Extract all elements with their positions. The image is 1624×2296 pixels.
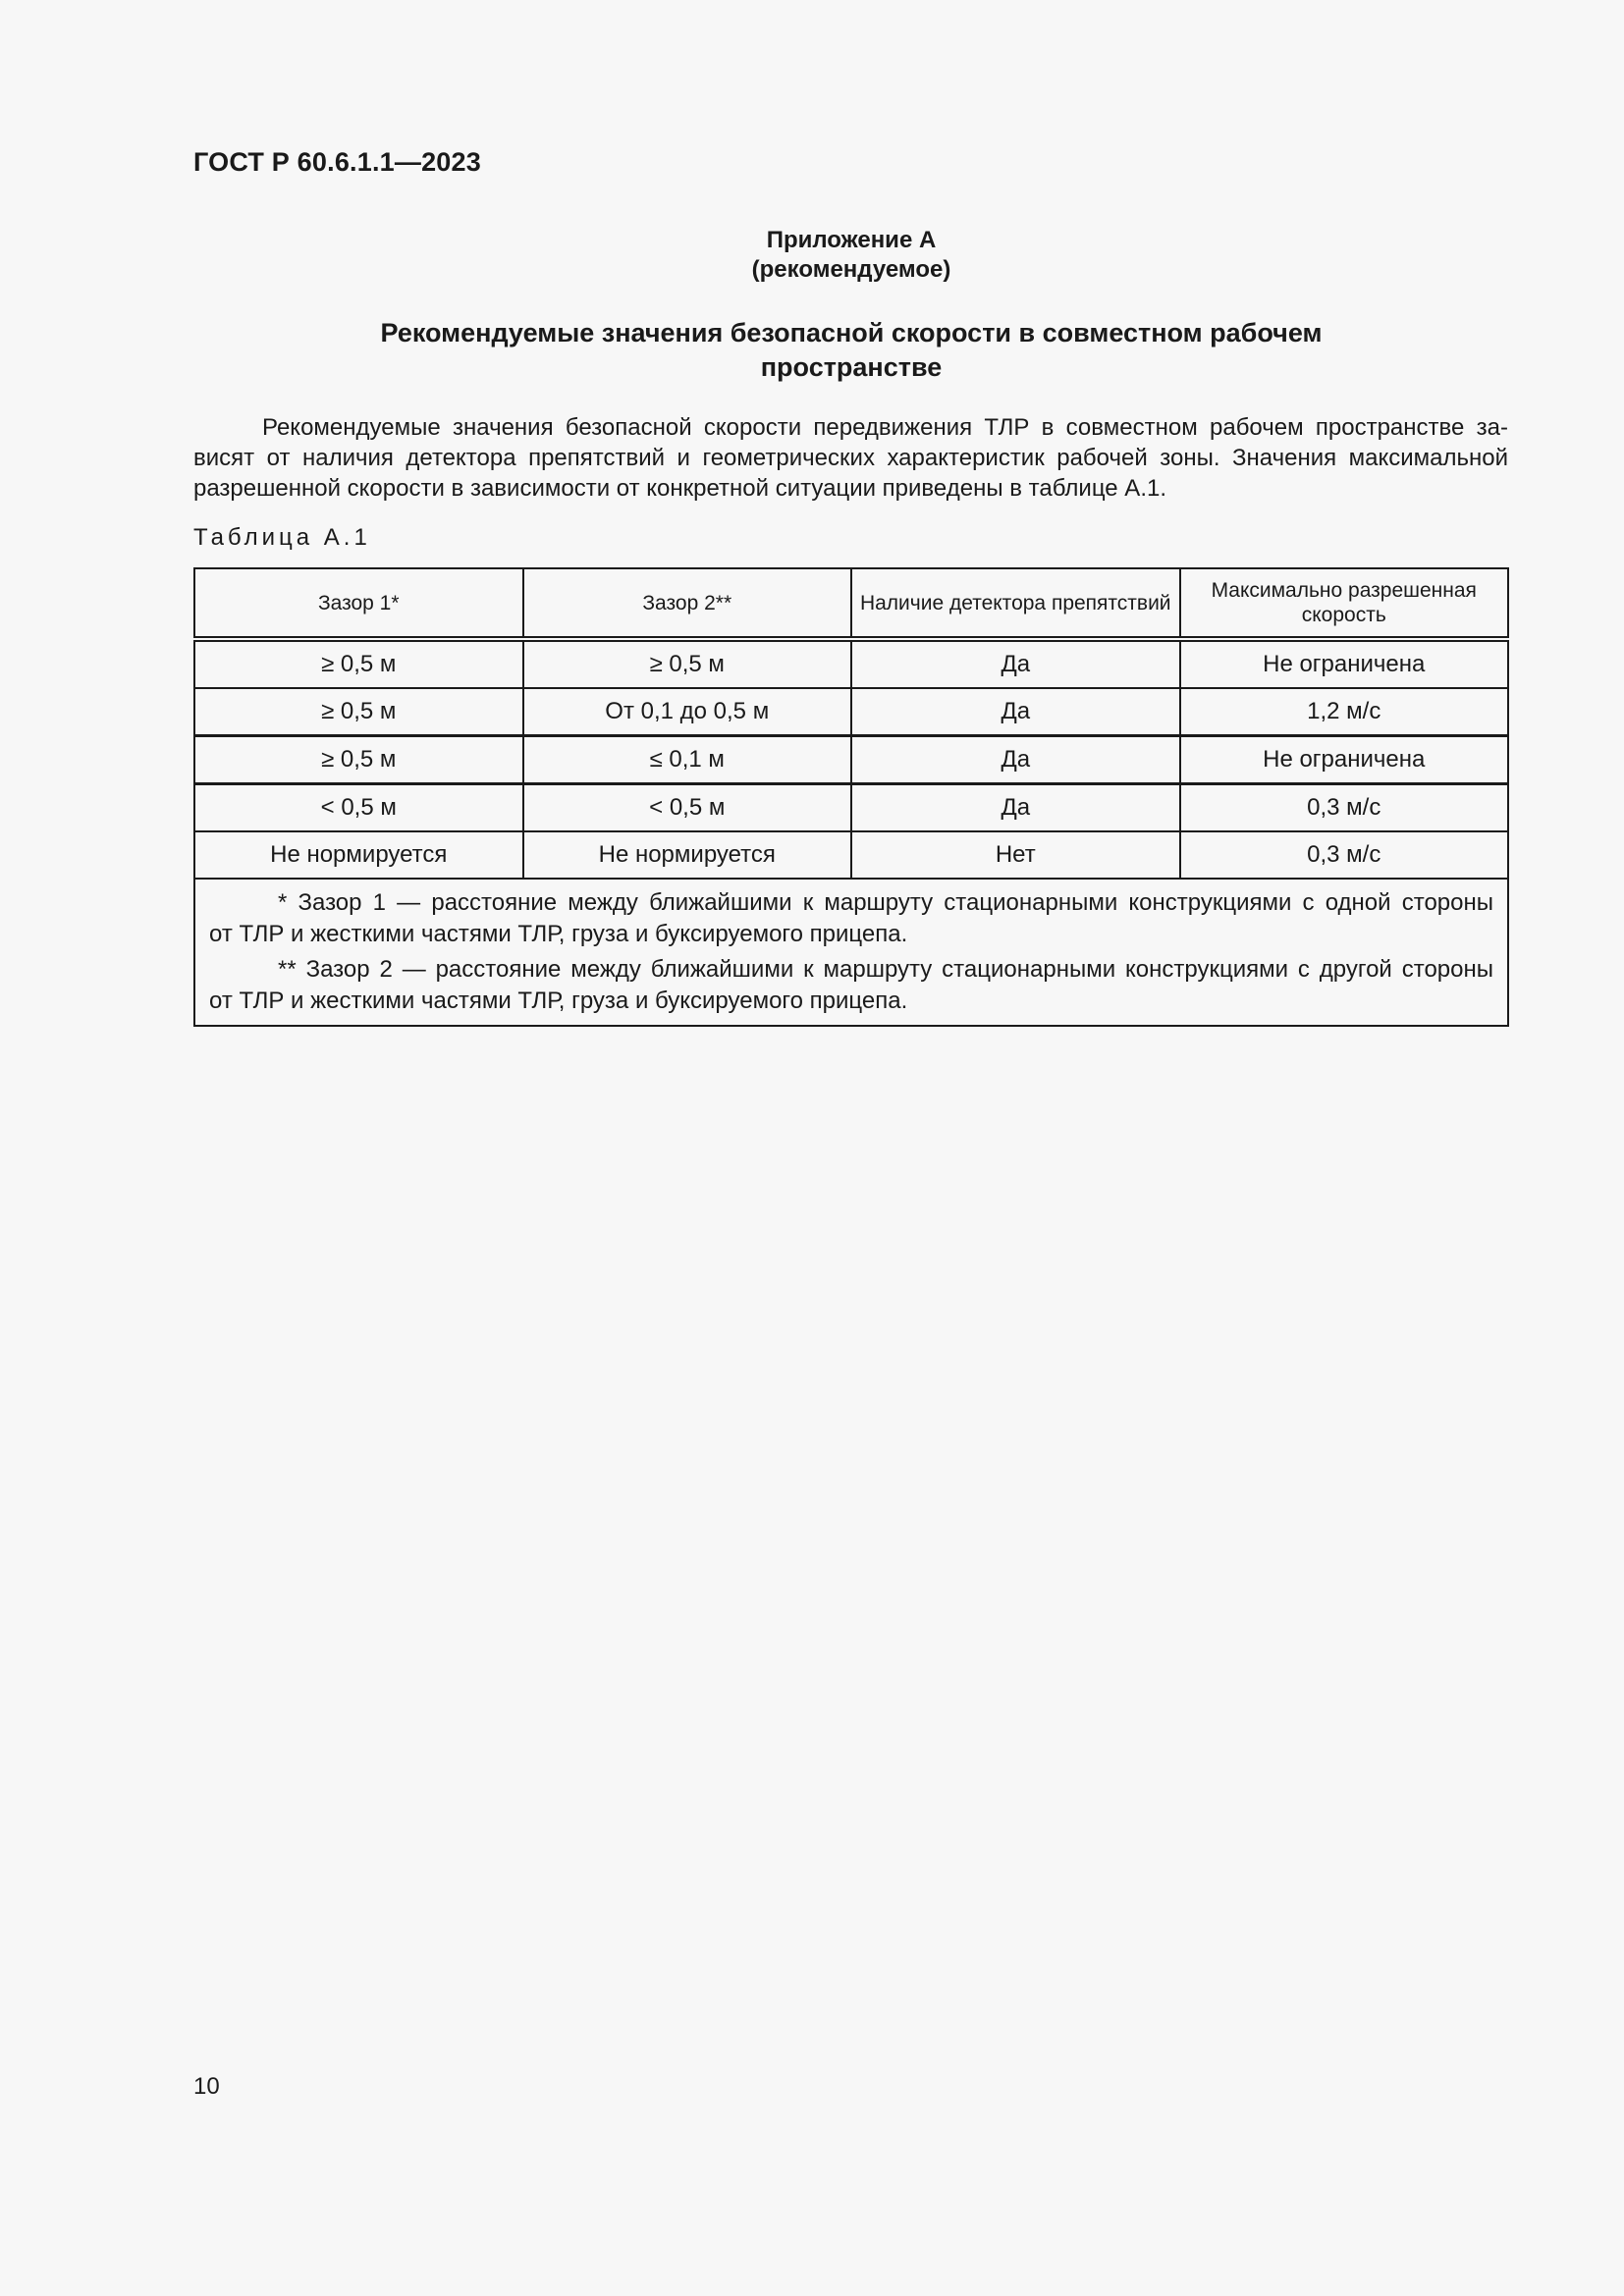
cell-gap-1: ≥ 0,5 м (194, 736, 523, 784)
header-gap-1: Зазор 1* (194, 568, 523, 639)
table-header-row (194, 568, 1508, 639)
footnote-2-line-1: ** Зазор 2 — расстояние между ближайшими к маршруту стационарными конструкциями с другой стороны (278, 956, 1493, 983)
table-row (194, 784, 1508, 832)
paragraph-line-3: разрешенной скорости в зависимости от конкретной ситуации приведены в таблице А.1. (193, 475, 1166, 502)
appendix-label: Приложение А (766, 227, 937, 253)
paragraph-line-2: висят от наличия детектора препятствий и геометрических характеристик рабочей зоны. Значения максимальной (193, 445, 1508, 471)
cell-gap-2: Не нормируется (523, 831, 852, 879)
table-notes-row (194, 879, 1508, 1026)
table-row (194, 639, 1508, 688)
cell-gap-2: < 0,5 м (523, 784, 852, 832)
header-max-speed: Максимально разрешенная скорость (1180, 568, 1509, 639)
cell-max-speed: 0,3 м/с (1180, 784, 1509, 832)
footnote-2-line-2: от ТЛР и жесткими частями ТЛР, груза и буксируемого прицепа. (209, 988, 908, 1014)
speed-table (193, 567, 1509, 1027)
paragraph-line-1: Рекомендуемые значения безопасной скорости передвижения ТЛР в совместном рабочем пространстве за- (262, 414, 1508, 441)
cell-max-speed: Не ограничена (1180, 639, 1509, 688)
cell-gap-1: ≥ 0,5 м (194, 639, 523, 688)
appendix-heading (193, 226, 1509, 285)
table-row (194, 831, 1508, 879)
cell-max-speed: Не ограничена (1180, 736, 1509, 784)
appendix-status: (рекомендуемое) (751, 256, 951, 283)
cell-detector: Да (851, 639, 1180, 688)
appendix-title-line-2: пространстве (760, 352, 943, 382)
cell-detector: Да (851, 784, 1180, 832)
cell-gap-2: ≥ 0,5 м (523, 639, 852, 688)
document-code: ГОСТ Р 60.6.1.1—2023 (193, 147, 481, 177)
cell-max-speed: 0,3 м/с (1180, 831, 1509, 879)
table-caption: Таблица А.1 (193, 524, 371, 551)
cell-detector: Да (851, 688, 1180, 736)
cell-gap-2: ≤ 0,1 м (523, 736, 852, 784)
header-obstacle-detector: Наличие детектора препятствий (851, 568, 1180, 639)
footnote-gap-1 (209, 887, 1493, 950)
appendix-title-line-1: Рекомендуемые значения безопасной скорости в совместном рабочем (380, 318, 1323, 347)
cell-detector: Нет (851, 831, 1180, 879)
cell-detector: Да (851, 736, 1180, 784)
footnote-1-line-2: от ТЛР и жесткими частями ТЛР, груза и буксируемого прицепа. (209, 921, 908, 947)
page-number: 10 (193, 2073, 220, 2100)
footnote-gap-2 (209, 954, 1493, 1017)
footnote-1-line-1: * Зазор 1 — расстояние между ближайшими к маршруту стационарными конструкциями с одной стороны (278, 889, 1493, 916)
cell-gap-1: < 0,5 м (194, 784, 523, 832)
header-gap-2: Зазор 2** (523, 568, 852, 639)
table-row (194, 688, 1508, 736)
table-row (194, 736, 1508, 784)
cell-max-speed: 1,2 м/с (1180, 688, 1509, 736)
cell-gap-2: От 0,1 до 0,5 м (523, 688, 852, 736)
appendix-title (193, 316, 1509, 385)
intro-paragraph (193, 412, 1508, 504)
cell-gap-1: Не нормируется (194, 831, 523, 879)
cell-gap-1: ≥ 0,5 м (194, 688, 523, 736)
table-notes (194, 879, 1508, 1026)
